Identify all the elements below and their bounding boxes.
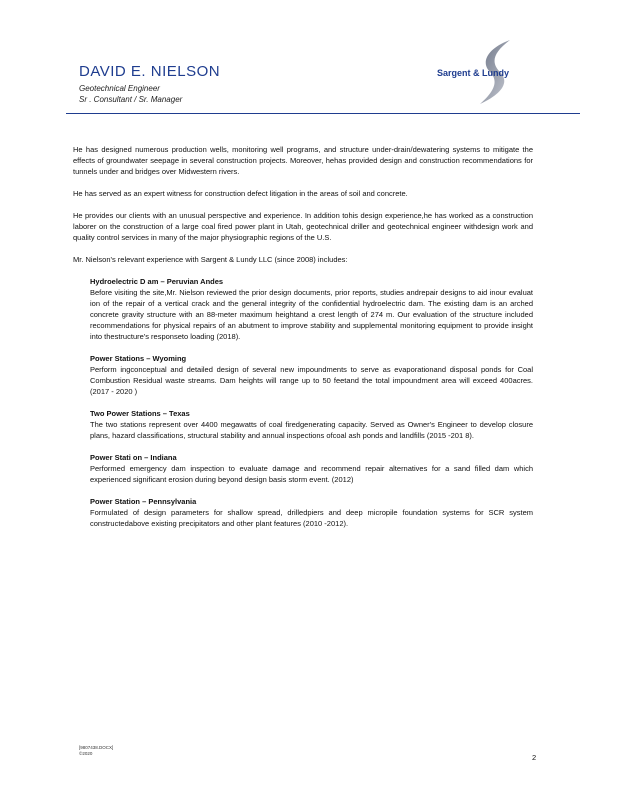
header-rule bbox=[66, 113, 580, 114]
project-description: Performed emergency dam inspection to evaluate damage and recommend repair alternatives for a sand filled dam which experienced significant erosion during beyond design basis storm event. (2012) bbox=[90, 464, 533, 484]
logo-text: Sargent & Lundy bbox=[437, 68, 510, 78]
title-line-1: Geotechnical Engineer bbox=[79, 84, 160, 93]
resume-body bbox=[73, 144, 533, 540]
project-description: Formulated of design parameters for shallow spread, drilledpiers and deep micropile foundation systems for SCR system constructedabove existing precipitators and other plant features (2010 -2012). bbox=[90, 508, 533, 528]
project-description: The two stations represent over 4400 megawatts of coal firedgenerating capacity. Served as Owner's Engineer to develop closure plans, hazard classifications, structural stability and annual inspections ofcoal ash ponds and landfills (2015 -201 8). bbox=[90, 420, 533, 440]
project-heading: Power Stati on – Indiana bbox=[90, 453, 177, 462]
project-heading: Hydroelectric D am – Peruvian Andes bbox=[90, 277, 224, 286]
project-heading: Power Stations – Wyoming bbox=[90, 354, 187, 363]
project-item bbox=[73, 353, 533, 397]
title-line-2: Sr . Consultant / Sr. Manager bbox=[79, 95, 183, 104]
project-item bbox=[73, 276, 533, 342]
project-item bbox=[73, 452, 533, 485]
project-description: Before visiting the site,Mr. Nielson reviewed the prior design documents, prior reports, studies andrepair designs to aid inour evaluat ion of the repair of a vertical crack and the general integrity of the confidential hydroelectric dam. The existing dam is an arched concrete gravity structure with an 88-meter maximum heightand a crest length of 274 m. Our evaluation of the structure included recommendations for physical repairs of an abutment to improve stability and supplemental monitoring equipment to provide insight into thestructure's responseto loading (2018). bbox=[90, 288, 533, 341]
footer-file-name: [9807438.DOCX] bbox=[79, 745, 114, 750]
page-number: 2 bbox=[532, 753, 537, 762]
paragraph-perspective: He provides our clients with an unusual perspective and experience. In addition tohis design experience,he has worked as a construction laborer on the construction of a large coal fired power plant in Utah, geotechnical driller and geotechnical engineer withdesign work and quality control services in many of the major physiographic regions of the U.S. bbox=[73, 211, 533, 242]
paragraph-expert-witness: He has served as an expert witness for construction defect litigation in the areas of soil and concrete. bbox=[73, 189, 408, 198]
footer-doc-id bbox=[79, 745, 113, 757]
project-heading: Power Station – Pennsylvania bbox=[90, 497, 197, 506]
paragraph-experience-intro: Mr. Nielson's relevant experience with Sargent & Lundy LLC (since 2008) includes: bbox=[73, 255, 348, 264]
project-description: Perform ingconceptual and detailed design of several new impoundments to serve as evaporationand disposal ponds for Coal Combustion Residual waste streams. Dam heights will range up to 50 feetand the total impoundment area will exceed 400acres. (2017 - 2020 ) bbox=[90, 365, 533, 396]
candidate-name: DAVID E. NIELSON bbox=[79, 63, 221, 80]
footer-copyright: ©2020 bbox=[79, 751, 93, 756]
project-item bbox=[73, 496, 533, 529]
project-heading: Two Power Stations – Texas bbox=[90, 409, 190, 418]
project-item bbox=[73, 408, 533, 441]
paragraph-design: He has designed numerous production wells, monitoring well programs, and structure under-drain/dewatering systems to mitigate the effects of groundwater seepage in several construction projects. Moreover, hehas provided design and construction recommendations for tunnels under and bridges over Midwestern rivers. bbox=[73, 145, 533, 176]
